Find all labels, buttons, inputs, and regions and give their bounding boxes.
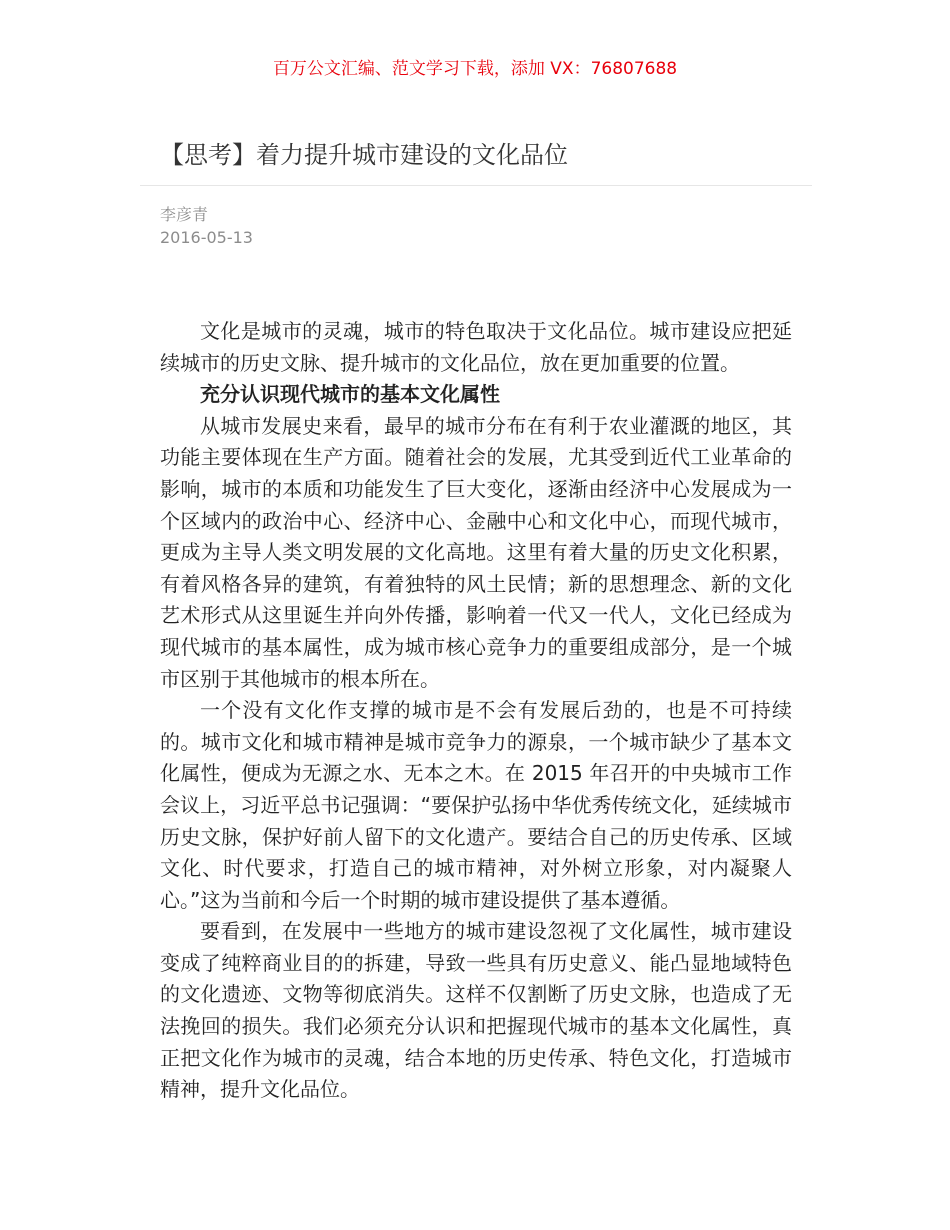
article-date: 2016-05-13: [160, 228, 253, 247]
article-title: 【思考】着力提升城市建设的文化品位: [160, 141, 568, 169]
body-paragraph: 从城市发展史来看，最早的城市分布在有利于农业灌溉的地区，其功能主要体现在生产方面。随着社会的发展，尤其受到近代工业革命的影响，城市的本质和功能发生了巨大变化，逐渐由经济中心发展成为一个区域内的政治中心、经济中心、金融中心和文化中心，而现代城市，更成为主导人类文明发展的文化高地。这里有着大量的历史文化积累，有着风格各异的建筑，有着独特的风土民情；新的思想理念、新的文化艺术形式从这里诞生并向外传播，影响着一代又一代人，文化已经成为现代城市的基本属性，成为城市核心竞争力的重要组成部分，是一个城市区别于其他城市的根本所在。: [160, 413, 792, 691]
body-paragraph: 一个没有文化作支撑的城市是不会有发展后劲的，也是不可持续的。城市文化和城市精神是城市竞争力的源泉，一个城市缺少了基本文化属性，便成为无源之水、无本之木。在 2015 年召开的中央城市工作会议上，习近平总书记强调：“要保护弘扬中华优秀传统文化，延续城市历史文脉，保护好前人留下的文化遗产。要结合自己的历史传承、区域文化、时代要求，打造自己的城市精神，对外树立形象，对内凝聚人心。”这为当前和今后一个时期的城市建设提供了基本遵循。: [160, 698, 792, 912]
article-body: [160, 316, 792, 1106]
title-divider: [140, 185, 812, 186]
body-paragraph: 文化是城市的灵魂，城市的特色取决于文化品位。城市建设应把延续城市的历史文脉、提升城市的文化品位，放在更加重要的位置。: [160, 319, 792, 375]
article-author: 李彦青: [160, 205, 209, 224]
promo-banner: 百万公文汇编、范文学习下载，添加 VX：76807688: [272, 59, 678, 79]
body-paragraph: 要看到，在发展中一些地方的城市建设忽视了文化属性，城市建设变成了纯粹商业目的的拆建，导致一些具有历史意义、能凸显地域特色的文化遗迹、文物等彻底消失。这样不仅割断了历史文脉，也造成了无法挽回的损失。我们必须充分认识和把握现代城市的基本文化属性，真正把文化作为城市的灵魂，结合本地的历史传承、特色文化，打造城市精神，提升文化品位。: [160, 919, 792, 1102]
section-heading: 充分认识现代城市的基本文化属性: [200, 382, 500, 407]
